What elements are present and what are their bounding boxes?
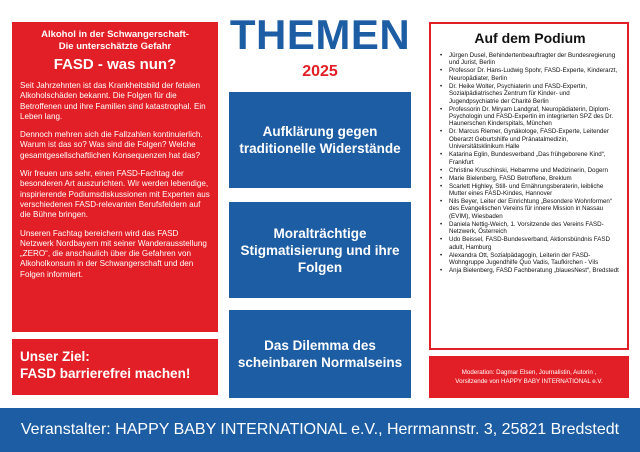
- intro-heading: [20, 29, 210, 53]
- intro-panel: [12, 22, 218, 332]
- theme-box-3: [229, 310, 411, 398]
- speaker-item: • Katarina Eglin, Bundesverband „Das frühgeborene Kind“, Frankfurt: [439, 151, 621, 166]
- moderation-box: [429, 356, 629, 398]
- speaker-item: • Christine Kruschinski, Hebamme und Medizinerin, Dogern: [439, 167, 621, 174]
- intro-paragraph-4: Unseren Fachtag bereichern wird das FASD Netzwerk Nordbayern mit seiner Wanderausstellung „ZERO“, die anschaulich über die Gefahren von Alkoholkonsum in der Schwangerschaft und den Folgen informiert.: [20, 228, 207, 279]
- theme-label-1: Aufklärung gegen traditionelle Widerstände: [239, 124, 401, 156]
- speaker-item: • Dr. Marcus Riemer, Gynäkologe, FASD-Experte, Leitender Oberarzt Geburtshilfe und Pränatalmedizin, Universitätsklinikum Halle: [439, 128, 621, 150]
- organizer-text: Veranstalter: HAPPY BABY INTERNATIONAL e.V., Herrmannstr. 3, 25821 Bredstedt: [20, 421, 620, 438]
- moderation-line1: Moderation: Dagmar Elsen, Journalistin, Autorin ,: [461, 369, 597, 376]
- speaker-item: • Anja Bielenberg, FASD Fachberatung „blauesNest“, Bredstedt: [439, 267, 621, 274]
- speaker-item: • Daniela Nettig-Weich, 1. Vorsitzende des Vereins FASD-Netzwerk, Österreich: [439, 221, 621, 236]
- moderation-line2: Vorsitzende von HAPPY BABY INTERNATIONAL e.V.: [455, 378, 603, 385]
- goal-line1: Unser Ziel:: [20, 349, 90, 364]
- theme-label-3: Das Dilemma des scheinbaren Normalseins: [237, 338, 403, 370]
- theme-label-2: Moralträchtige Stigmatisierung und ihre Folgen: [240, 225, 400, 275]
- goal-line2: FASD barrierefrei machen!: [20, 366, 191, 381]
- themes-year: 2025: [302, 63, 338, 80]
- speaker-item: • Dr. Heike Wolter, Psychiaterin und FASD-Expertin, Sozialpädiatrisches Zentrum für Kinder- und Jugendpsychiatrie der Charité Berlin: [439, 83, 621, 105]
- intro-paragraph-2: Dennoch mehren sich die Fallzahlen kontinuierlich. Warum ist das so? Was sind die Folgen? Welche gesamtgesellschaftlichen Konsequenzen hat das?: [20, 130, 203, 160]
- intro-paragraph-1: Seit Jahrzehnten ist das Krankheitsbild der fetalen Alkoholschäden bekannt. Die Folgen für die Betroffenen und ihre Familien sind katastrophal. Ein Leben lang.: [20, 81, 206, 121]
- podium-panel: [429, 22, 629, 350]
- intro-paragraph-3: Wir freuen uns sehr, einen FASD-Fachtag der besonderen Art auszurichten. Wir werden lebendige, inspirierende Podiumsdiskussionen mit Experten aus verschiedenen FASD-relevanten Berufsfeldern auf die Bühne bringen.: [20, 169, 210, 220]
- speaker-item: • Professor Dr. Hans-Ludwig Spohr, FASD-Experte, Kinderarzt, Neuropädiater, Berlin: [439, 67, 621, 82]
- speaker-item: • Nils Beyer, Leiter der Einrichtung „Besondere Wohnformen“ des Evangelischen Vereins für innere Mission in Nassau (EVIM), Wiesbaden: [439, 198, 621, 220]
- organizer-footer: [0, 408, 640, 452]
- speaker-list: [439, 52, 621, 275]
- speaker-item: • Jürgen Dusel, Behindertenbeauftragter der Bundesregierung und Jurist, Berlin: [439, 52, 621, 67]
- goal-box: [12, 339, 218, 395]
- speaker-item: • Marie Bielenberg, FASD Betroffene, Breklum: [439, 175, 621, 182]
- intro-title: FASD - was nun?: [53, 56, 177, 73]
- theme-box-1: [229, 92, 411, 188]
- intro-heading-line2: Die unterschätzte Gefahr: [58, 41, 172, 52]
- speaker-item: • Scarlett Highley, Still- und Ernährungsberaterin, leibliche Mutter eines FASD-Kindes, Hannover: [439, 183, 621, 198]
- speaker-item: • Alexandra Ott, Sozialpädagogin, Leiterin der FASD-Wohngruppe Jugendhilfe Quo Vadis, Taufkirchen - Vils: [439, 252, 621, 267]
- speaker-item: • Professorin Dr. Miryam Landgraf, Neuropädiaterin, Diplom-Psychologin und FASD-Expertin im integrierten SPZ des Dr. Haunerschen Kinderspitals, München: [439, 106, 621, 128]
- themes-title: THEMEN: [229, 11, 411, 58]
- speaker-item: • Udo Beissel, FASD-Bundesverband, Aktionsbündnis FASD adult, Hamburg: [439, 236, 621, 251]
- podium-title: Auf dem Podium: [474, 30, 586, 46]
- theme-box-2: [229, 202, 411, 298]
- intro-heading-line1: Alkohol in der Schwangerschaft-: [41, 29, 189, 40]
